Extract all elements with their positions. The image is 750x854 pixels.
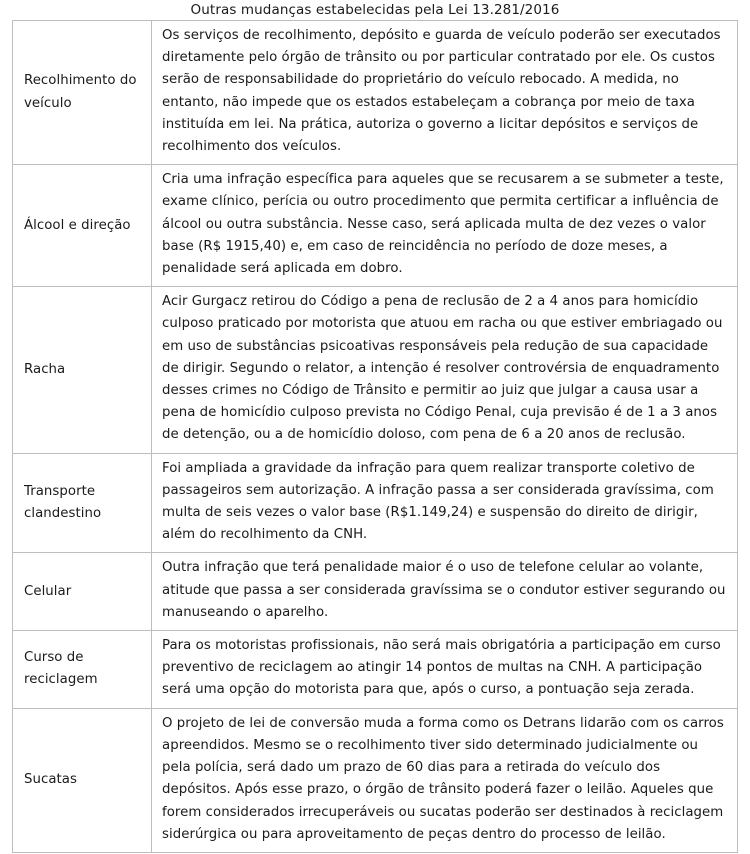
row-topic: Transporte clandestino bbox=[13, 453, 152, 553]
row-topic: Sucatas bbox=[13, 708, 152, 852]
table-row bbox=[13, 631, 738, 709]
table-row bbox=[13, 453, 738, 553]
row-topic: Racha bbox=[13, 287, 152, 453]
row-description: O projeto de lei de conversão muda a forma como os Detrans lidarão com os carros apreendidos. Mesmo se o recolhimento tiver sido determinado judicialmente ou pela polícia, será dado um prazo de 60 dias para a retirada do veículo dos depósitos. Após esse prazo, o órgão de trânsito poderá fazer o leilão. Aqueles que forem considerados irrecuperáveis ou sucatas poderão ser destinados à reciclagem siderúrgica ou para aproveitamento de peças dentro do processo de leilão. bbox=[152, 708, 738, 852]
row-topic: Recolhimento do veículo bbox=[13, 21, 152, 165]
row-description: Acir Gurgacz retirou do Código a pena de reclusão de 2 a 4 anos para homicídio culposo praticado por motorista que atuou em racha ou que estiver embriagado ou em uso de substâncias psicoativas responsáveis pela redução de sua capacidade de dirigir. Segundo o relator, a intenção é resolver controvérsia de enquadramento desses crimes no Código de Trânsito e permitir ao juiz que julgar a causa usar a pena de homicídio culposo prevista no Código Penal, cuja previsão é de 1 a 3 anos de detenção, ou a de homicídio doloso, com pena de 6 a 20 anos de reclusão. bbox=[152, 287, 738, 453]
row-description: Outra infração que terá penalidade maior é o uso de telefone celular ao volante, atitude que passa a ser considerada gravíssima se o condutor estiver segurando ou manuseando o aparelho. bbox=[152, 553, 738, 631]
row-description: Cria uma infração específica para aqueles que se recusarem a se submeter a teste, exame clínico, perícia ou outro procedimento que permita certificar a influência de álcool ou outra substância. Nesse caso, será aplicada multa de dez vezes o valor base (R$ 1915,40) e, em caso de reincidência no período de doze meses, a penalidade será aplicada em dobro. bbox=[152, 165, 738, 287]
row-description: Foi ampliada a gravidade da infração para quem realizar transporte coletivo de passageiros sem autorização. A infração passa a ser considerada gravíssima, com multa de seis vezes o valor base (R$1.149,24) e suspensão do direito de dirigir, além do recolhimento da CNH. bbox=[152, 453, 738, 553]
table-caption: Outras mudanças estabelecidas pela Lei 13.281/2016 bbox=[190, 2, 560, 18]
table-row bbox=[13, 21, 738, 165]
row-topic: Celular bbox=[13, 553, 152, 631]
table-row bbox=[13, 553, 738, 631]
row-description: Os serviços de recolhimento, depósito e guarda de veículo poderão ser executados diretamente pelo órgão de trânsito ou por particular contratado por ele. Os custos serão de responsabilidade do proprietário do veículo rebocado. A medida, no entanto, não impede que os estados estabeleçam a cobrança por meio de taxa instituída em lei. Na prática, autoriza o governo a licitar depósitos e serviços de recolhimento dos veículos. bbox=[152, 21, 738, 165]
law-changes-table bbox=[12, 20, 738, 853]
row-description: Para os motoristas profissionais, não será mais obrigatória a participação em curso preventivo de reciclagem ao atingir 14 pontos de multas na CNH. A participação será uma opção do motorista para que, após o curso, a pontuação seja zerada. bbox=[152, 631, 738, 709]
row-topic: Álcool e direção bbox=[13, 165, 152, 287]
table-row bbox=[13, 287, 738, 453]
table-row bbox=[13, 708, 738, 852]
table-row bbox=[13, 165, 738, 287]
row-topic: Curso de reciclagem bbox=[13, 631, 152, 709]
